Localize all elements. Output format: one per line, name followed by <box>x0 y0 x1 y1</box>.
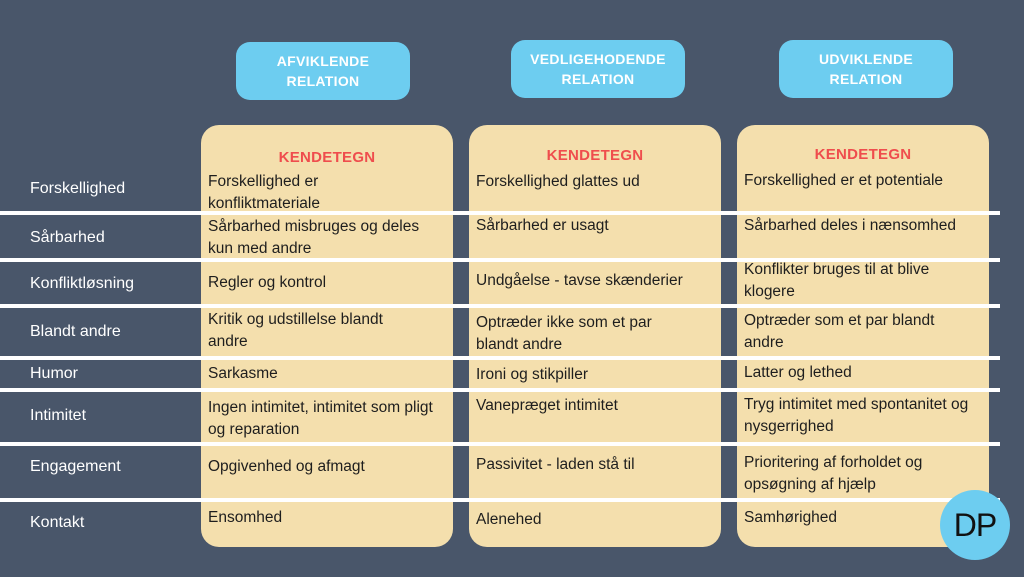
row-label-kontakt: Kontakt <box>30 514 85 531</box>
cell-afviklende-humor: Sarkasme <box>208 365 278 382</box>
cell-udviklende-humor: Latter og lethed <box>744 364 852 381</box>
cell-vedligehodende-saarbarhed: Sårbarhed er usagt <box>476 217 609 234</box>
header-vedligehodende <box>511 40 685 98</box>
cell-vedligehodende-blandt-andre: Optræder ikke som et par blandt andre <box>476 314 652 353</box>
cell-vedligehodende-forskellighed: Forskellighed glattes ud <box>476 173 640 190</box>
header-afviklende-label: AFVIKLENDE RELATION <box>276 53 370 89</box>
cell-udviklende-blandt-andre: Optræder som et par blandt andre <box>744 312 935 351</box>
header-vedligehodende-label: VEDLIGEHODENDE RELATION <box>530 51 666 87</box>
cell-afviklende-blandt-andre: Kritik og udstillelse blandt andre <box>208 311 383 350</box>
row-label-saarbarhed: Sårbarhed <box>30 229 105 246</box>
row-label-engagement: Engagement <box>30 458 121 475</box>
header-udviklende-label: UDVIKLENDE RELATION <box>818 51 913 87</box>
row-divider <box>0 356 1000 360</box>
header-udviklende <box>779 40 953 98</box>
cell-vedligehodende-engagement: Passivitet - laden stå til <box>476 456 635 473</box>
row-label-konfliktloesning: Konfliktløsning <box>30 275 135 292</box>
row-divider <box>0 304 1000 308</box>
cell-udviklende-kontakt: Samhørighed <box>744 509 838 526</box>
header-afviklende <box>236 42 410 100</box>
row-divider <box>0 388 1000 392</box>
column-title-udviklende: KENDETEGN <box>814 146 912 163</box>
cell-udviklende-intimitet: Tryg intimitet med spontanitet og nysgerrighed <box>744 396 969 435</box>
cell-udviklende-forskellighed: Forskellighed er et potentiale <box>744 172 944 189</box>
row-label-forskellighed: Forskellighed <box>30 180 126 197</box>
row-label-intimitet: Intimitet <box>30 407 87 424</box>
cell-afviklende-saarbarhed: Sårbarhed misbruges og deles kun med andre <box>208 218 420 257</box>
dp-logo-text: DP <box>953 506 997 543</box>
row-label-humor: Humor <box>30 365 79 382</box>
column-title-vedligehodende: KENDETEGN <box>546 147 644 164</box>
cell-vedligehodende-kontakt: Alenehed <box>476 511 542 528</box>
cell-udviklende-saarbarhed: Sårbarhed deles i nænsomhed <box>744 217 956 234</box>
row-label-blandt-andre: Blandt andre <box>30 323 121 340</box>
cell-afviklende-intimitet: Ingen intimitet, intimitet som pligt og reparation <box>208 399 433 438</box>
column-title-afviklende: KENDETEGN <box>278 149 376 166</box>
row-divider <box>0 498 1000 502</box>
cell-vedligehodende-humor: Ironi og stikpiller <box>476 366 588 383</box>
cell-afviklende-konfliktloesning: Regler og kontrol <box>208 274 327 291</box>
cell-vedligehodende-intimitet: Vanepræget intimitet <box>476 397 618 414</box>
cell-afviklende-engagement: Opgivenhed og afmagt <box>208 458 365 475</box>
cell-vedligehodende-konfliktloesning: Undgåelse - tavse skænderier <box>476 272 683 289</box>
cell-afviklende-forskellighed: Forskellighed er konfliktmateriale <box>208 173 320 212</box>
row-divider <box>0 442 1000 446</box>
cell-afviklende-kontakt: Ensomhed <box>208 509 283 526</box>
cell-udviklende-engagement: Prioritering af forholdet og opsøgning af hjælp <box>744 454 923 493</box>
dp-logo <box>940 490 1010 560</box>
cell-udviklende-konfliktloesning: Konflikter bruges til at blive klogere <box>744 261 930 300</box>
